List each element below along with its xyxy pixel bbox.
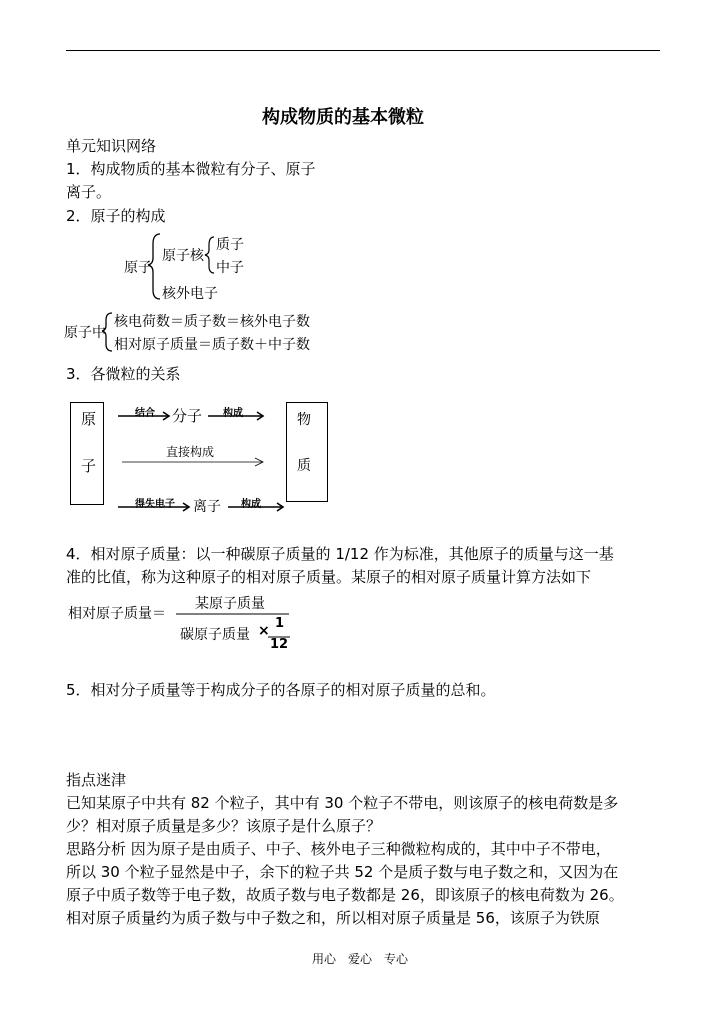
atom-box-char-2: 子 xyxy=(81,457,97,475)
relation-charge: 核电荷数＝质子数＝核外电子数 xyxy=(114,314,310,330)
item-4-line-1: 4．相对原子质量：以一种碳原子质量的 1/12 作为标准，其他原子的质量与这一基 xyxy=(66,545,614,563)
relation-mass: 相对原子质量＝质子数＋中子数 xyxy=(114,337,310,353)
matter-box-char-1: 物 xyxy=(297,412,311,428)
tree-proton: 质子 xyxy=(216,237,244,253)
label-constitute-1: 构成 xyxy=(223,408,243,419)
item-1-line-1: 1．构成物质的基本微粒有分子、原子 xyxy=(66,160,316,178)
page-title: 构成物质的基本微粒 xyxy=(262,107,424,128)
section-heading-2: 指点迷津 xyxy=(66,771,127,789)
item-2-heading: 2．原子的构成 xyxy=(66,207,166,225)
relation-root: 原子中 xyxy=(64,325,106,341)
tree-nucleus: 原子核 xyxy=(162,248,204,264)
analysis-line-2: 所以 30 个粒子显然是中子，余下的粒子共 52 个是质子数与电子数之和，又因为在 xyxy=(66,863,619,881)
label-ion: 离子 xyxy=(193,499,221,515)
formula-times: × xyxy=(258,623,270,639)
formula-lhs: 相对原子质量＝ xyxy=(68,606,166,622)
label-combine: 结合 xyxy=(135,408,155,419)
item-5: 5．相对分子质量等于构成分子的各原子的相对原子质量的总和。 xyxy=(66,681,496,699)
matter-box-char-2: 质 xyxy=(297,458,311,474)
formula-numerator: 某原子质量 xyxy=(195,596,265,612)
label-gain-loss: 得失电子 xyxy=(135,499,175,510)
tree-electrons: 核外电子 xyxy=(162,286,218,302)
label-molecule: 分子 xyxy=(172,407,203,425)
tree-neutron: 中子 xyxy=(216,260,244,276)
label-direct: 直接构成 xyxy=(166,445,215,459)
section-heading: 单元知识网络 xyxy=(66,137,157,155)
formula-frac-den: 12 xyxy=(270,637,289,652)
page-footer: 用心 爱心 专心 xyxy=(312,952,409,966)
formula-denominator: 碳原子质量 xyxy=(180,627,250,643)
item-1-line-2: 离子。 xyxy=(66,183,112,201)
item-4-line-2: 准的比值，称为这种原子的相对原子质量。某原子的相对原子质量计算方法如下 xyxy=(66,568,592,586)
atom-box-char-1: 原 xyxy=(81,410,97,428)
analysis-line-3: 原子中质子数等于电子数，故质子数与电子数都是 26，即该原子的核电荷数为 26。 xyxy=(66,886,624,904)
question-line-2: 少？相对原子质量是多少？该原子是什么原子？ xyxy=(66,817,382,835)
label-constitute-2: 构成 xyxy=(241,499,261,510)
item-3-heading: 3．各微粒的关系 xyxy=(66,365,181,383)
question-line-1: 已知某原子中共有 82 个粒子，其中有 30 个粒子不带电，则该原子的核电荷数是多 xyxy=(66,794,619,812)
tree-root-atom: 原子 xyxy=(124,260,152,276)
formula-frac-num: 1 xyxy=(275,616,285,631)
analysis-line-4: 相对原子质量约为质子数与中子数之和，所以相对原子质量是 56，该原子为铁原 xyxy=(66,909,600,927)
analysis-line-1: 思路分析 因为原子是由质子、中子、核外电子三种微粒构成的，其中中子不带电， xyxy=(66,840,611,858)
